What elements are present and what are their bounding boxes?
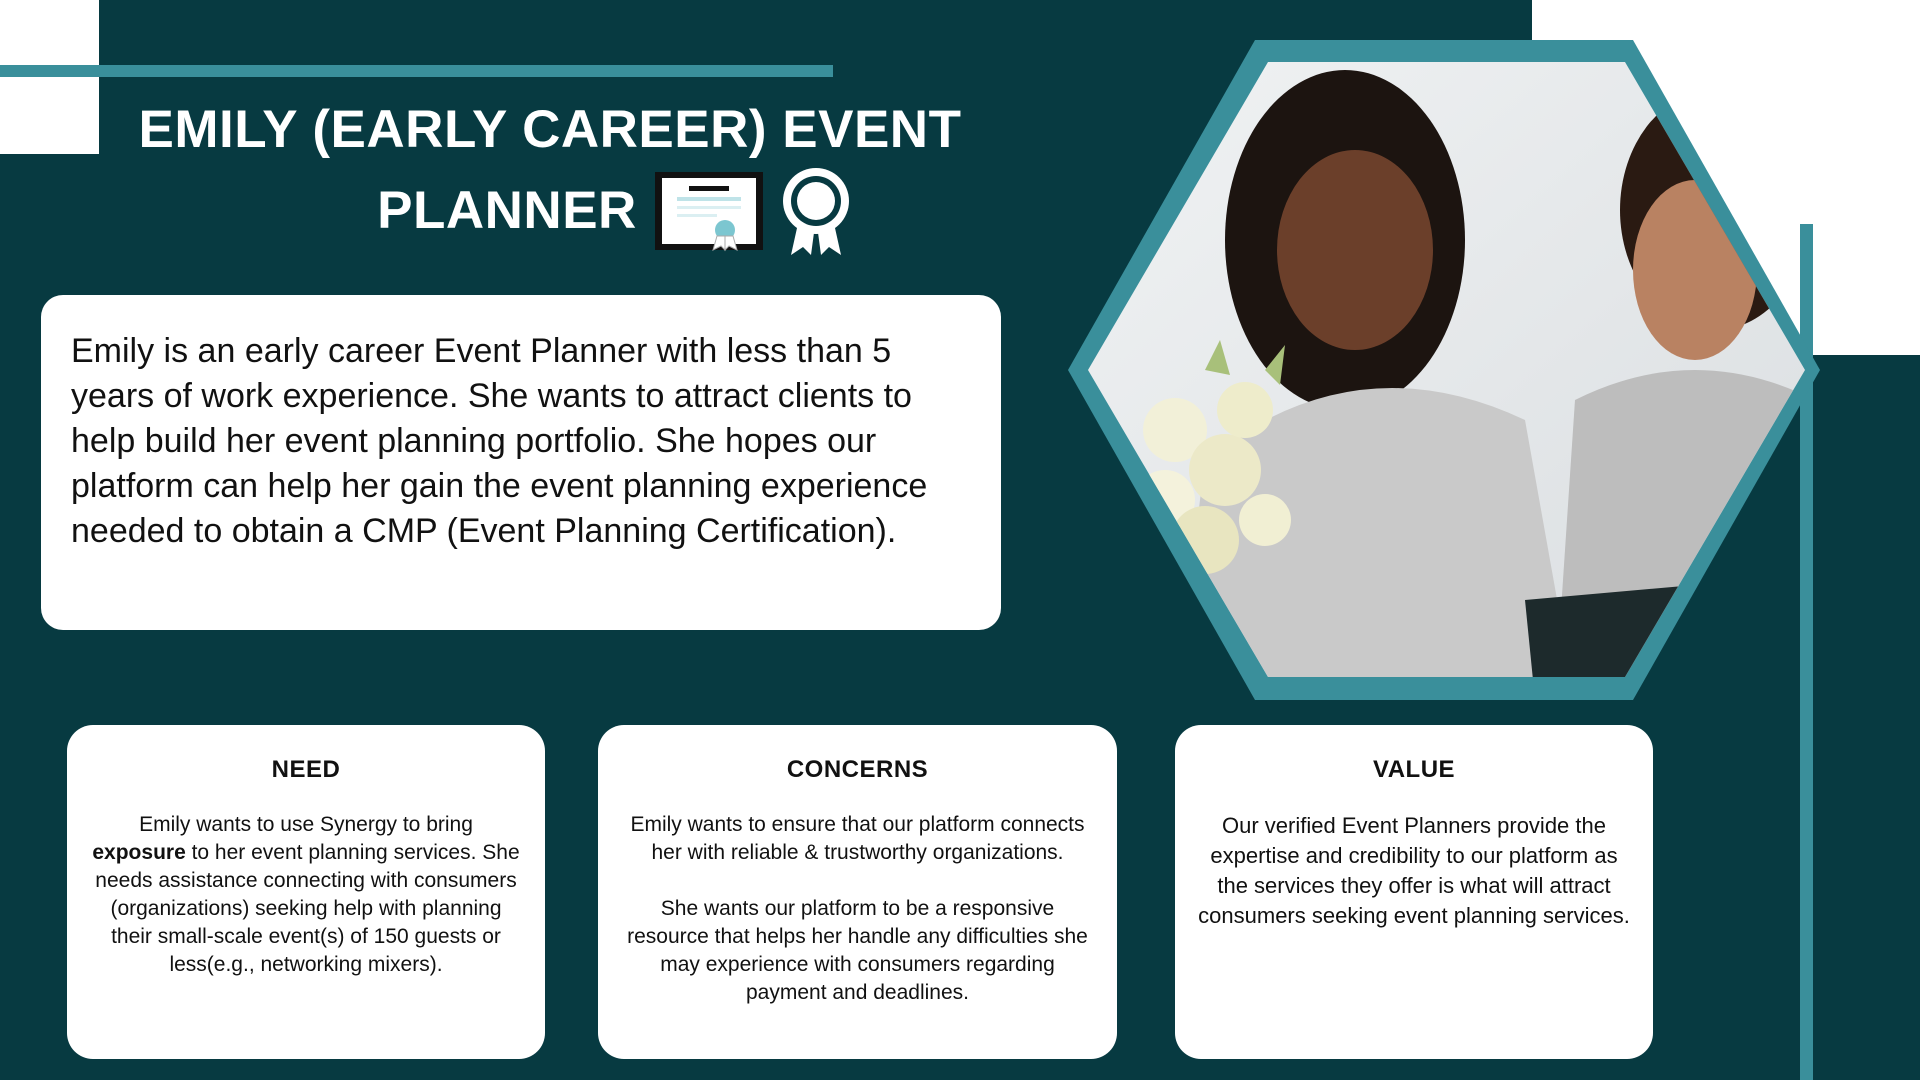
concerns-text-2: She wants our platform to be a responsive resource that helps her handle any difficulties she may experience with consumers regarding payment and deadlines.	[627, 897, 1088, 1004]
need-bold-word: exposure	[92, 841, 186, 864]
concerns-text-1: Emily wants to ensure that our platform connects her with reliable & trustworthy organizations.	[630, 813, 1085, 864]
page-title	[100, 95, 1000, 257]
two-women-photo	[1055, 40, 1820, 700]
need-text: Emily wants to use Synergy to bring exposure to her event planning services. She needs assistance connecting with consumers (organizations) seeking help with planning their small-scale event(s) of 150 guests or less(e.g., networking mixers).	[92, 813, 520, 976]
intro-card	[41, 295, 1001, 630]
award-ribbon-icon	[779, 165, 853, 257]
need-heading: NEED	[271, 756, 341, 783]
accent-bar-horizontal	[0, 65, 833, 77]
need-card	[67, 725, 545, 1059]
value-heading: VALUE	[1372, 756, 1456, 783]
intro-text: Emily is an early career Event Planner with less than 5 years of work experience. She wants to attract clients to help build her event planning portfolio. She hopes our platform can help her gain the event planning experience needed to obtain a CMP (Event Planning Certification).	[71, 332, 928, 550]
corner-block-top-left	[0, 0, 99, 154]
concerns-card	[598, 725, 1117, 1059]
title-line-1: EMILY (EARLY CAREER) EVENT	[138, 100, 962, 159]
value-card	[1175, 725, 1653, 1059]
photo-hexagon	[1055, 40, 1820, 700]
certificate-icon	[653, 170, 765, 252]
concerns-heading: CONCERNS	[786, 756, 929, 783]
title-line-2: PLANNER	[377, 181, 637, 240]
value-text: Our verified Event Planners provide the expertise and credibility to our platform as the services they offer is what will attract consumers seeking event planning services.	[1198, 813, 1630, 928]
